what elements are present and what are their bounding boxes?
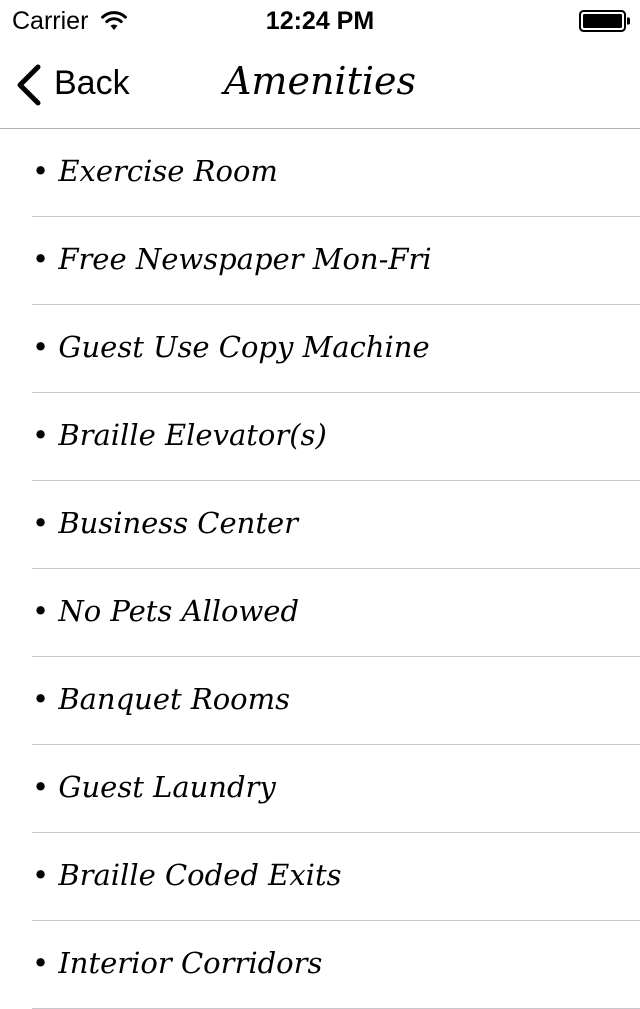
status-time: 12:24 PM — [265, 7, 375, 35]
page-title: Amenities — [223, 59, 416, 103]
list-item-label: • Business Center — [32, 506, 298, 540]
list-item[interactable] — [0, 833, 640, 921]
list-item[interactable] — [0, 921, 640, 1009]
list-item[interactable] — [0, 305, 640, 393]
list-item-label: • Guest Laundry — [32, 770, 276, 804]
carrier-label: Carrier — [12, 7, 89, 35]
status-bar — [0, 0, 640, 40]
list-item-label: • No Pets Allowed — [32, 594, 300, 628]
list-item[interactable] — [0, 129, 640, 217]
list-item-label: • Interior Corridors — [32, 946, 323, 980]
list-item-label: • Guest Use Copy Machine — [32, 330, 430, 364]
list-item[interactable] — [0, 745, 640, 833]
list-item-label: • Braille Coded Exits — [32, 858, 342, 892]
list-item-label: • Exercise Room — [32, 154, 278, 188]
list-item[interactable] — [0, 217, 640, 305]
list-item-label: • Banquet Rooms — [32, 682, 291, 716]
battery-icon — [579, 10, 631, 32]
amenities-list[interactable] — [0, 129, 640, 980]
list-item-label: • Braille Elevator(s) — [32, 418, 327, 452]
list-item[interactable] — [0, 569, 640, 657]
list-item[interactable] — [0, 393, 640, 481]
list-item-label: • Free Newspaper Mon-Fri — [32, 242, 432, 276]
list-item[interactable] — [0, 481, 640, 569]
list-item[interactable] — [0, 657, 640, 745]
back-label: Back — [54, 64, 130, 102]
navigation-bar — [0, 40, 640, 129]
